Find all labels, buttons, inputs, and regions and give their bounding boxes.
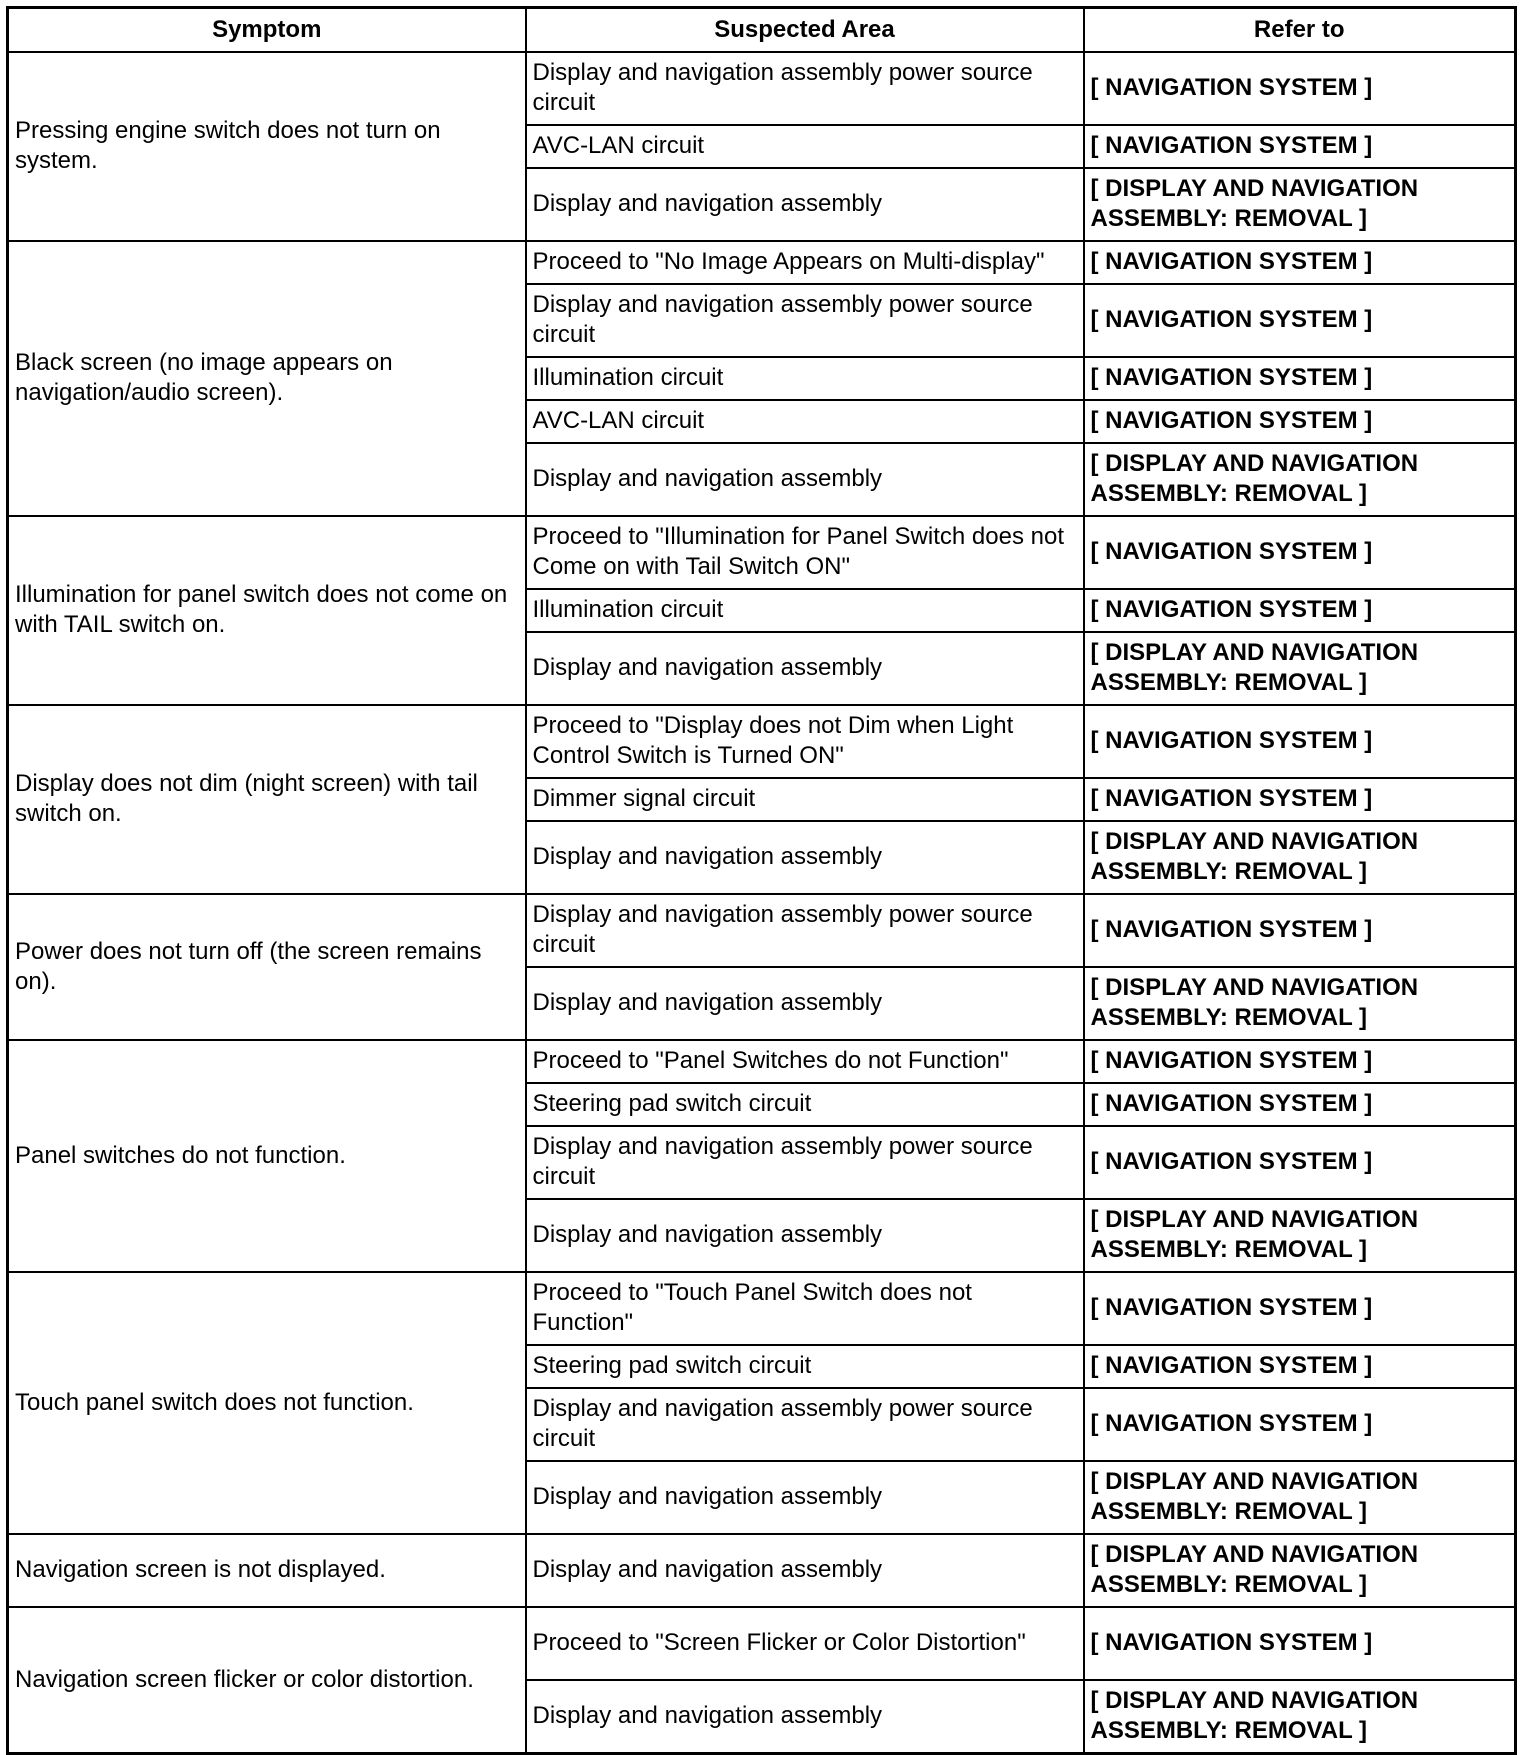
- suspected-area-cell: Dimmer signal circuit: [526, 778, 1084, 821]
- suspected-area-cell: Display and navigation assembly: [526, 632, 1084, 705]
- refer-to-cell: [ DISPLAY AND NAVIGATION ASSEMBLY: REMOVAL ]: [1084, 821, 1516, 894]
- suspected-area-cell: Proceed to "Screen Flicker or Color Distortion": [526, 1607, 1084, 1680]
- table-row: [8, 705, 1516, 778]
- refer-to-cell: [ NAVIGATION SYSTEM ]: [1084, 589, 1516, 632]
- refer-to-cell: [ DISPLAY AND NAVIGATION ASSEMBLY: REMOVAL ]: [1084, 967, 1516, 1040]
- suspected-area-cell: Display and navigation assembly: [526, 443, 1084, 516]
- suspected-area-cell: Display and navigation assembly: [526, 967, 1084, 1040]
- symptom-cell: Pressing engine switch does not turn on system.: [8, 52, 526, 241]
- header-refer-to: Refer to: [1084, 8, 1516, 53]
- table-row: [8, 1534, 1516, 1607]
- refer-to-cell: [ NAVIGATION SYSTEM ]: [1084, 1040, 1516, 1083]
- refer-to-cell: [ DISPLAY AND NAVIGATION ASSEMBLY: REMOVAL ]: [1084, 168, 1516, 241]
- suspected-area-cell: Steering pad switch circuit: [526, 1083, 1084, 1126]
- suspected-area-cell: Display and navigation assembly: [526, 1534, 1084, 1607]
- table-row: [8, 52, 1516, 125]
- suspected-area-cell: Display and navigation assembly power source circuit: [526, 894, 1084, 967]
- refer-to-cell: [ DISPLAY AND NAVIGATION ASSEMBLY: REMOVAL ]: [1084, 1680, 1516, 1754]
- refer-to-cell: [ DISPLAY AND NAVIGATION ASSEMBLY: REMOVAL ]: [1084, 443, 1516, 516]
- symptom-cell: Illumination for panel switch does not come on with TAIL switch on.: [8, 516, 526, 705]
- refer-to-cell: [ NAVIGATION SYSTEM ]: [1084, 52, 1516, 125]
- refer-to-cell: [ DISPLAY AND NAVIGATION ASSEMBLY: REMOVAL ]: [1084, 1534, 1516, 1607]
- table-row: [8, 1607, 1516, 1680]
- symptom-cell: Touch panel switch does not function.: [8, 1272, 526, 1534]
- suspected-area-cell: Proceed to "Touch Panel Switch does not Function": [526, 1272, 1084, 1345]
- refer-to-cell: [ NAVIGATION SYSTEM ]: [1084, 241, 1516, 284]
- suspected-area-cell: Proceed to "Illumination for Panel Switch does not Come on with Tail Switch ON": [526, 516, 1084, 589]
- suspected-area-cell: AVC-LAN circuit: [526, 400, 1084, 443]
- troubleshooting-table: [6, 6, 1517, 1755]
- refer-to-cell: [ NAVIGATION SYSTEM ]: [1084, 400, 1516, 443]
- refer-to-cell: [ NAVIGATION SYSTEM ]: [1084, 778, 1516, 821]
- refer-to-cell: [ NAVIGATION SYSTEM ]: [1084, 705, 1516, 778]
- refer-to-cell: [ NAVIGATION SYSTEM ]: [1084, 1345, 1516, 1388]
- table-body: [8, 52, 1516, 1754]
- table-row: [8, 516, 1516, 589]
- refer-to-cell: [ NAVIGATION SYSTEM ]: [1084, 357, 1516, 400]
- suspected-area-cell: Proceed to "Display does not Dim when Light Control Switch is Turned ON": [526, 705, 1084, 778]
- suspected-area-cell: Display and navigation assembly: [526, 168, 1084, 241]
- table-row: [8, 1040, 1516, 1083]
- suspected-area-cell: Display and navigation assembly power source circuit: [526, 52, 1084, 125]
- symptom-cell: Navigation screen is not displayed.: [8, 1534, 526, 1607]
- refer-to-cell: [ NAVIGATION SYSTEM ]: [1084, 516, 1516, 589]
- refer-to-cell: [ NAVIGATION SYSTEM ]: [1084, 1272, 1516, 1345]
- refer-to-cell: [ DISPLAY AND NAVIGATION ASSEMBLY: REMOVAL ]: [1084, 1461, 1516, 1534]
- table-row: [8, 894, 1516, 967]
- suspected-area-cell: Steering pad switch circuit: [526, 1345, 1084, 1388]
- suspected-area-cell: Proceed to "No Image Appears on Multi-display": [526, 241, 1084, 284]
- refer-to-cell: [ NAVIGATION SYSTEM ]: [1084, 1126, 1516, 1199]
- table-row: [8, 1272, 1516, 1345]
- suspected-area-cell: Proceed to "Panel Switches do not Function": [526, 1040, 1084, 1083]
- refer-to-cell: [ NAVIGATION SYSTEM ]: [1084, 1607, 1516, 1680]
- suspected-area-cell: Illumination circuit: [526, 357, 1084, 400]
- suspected-area-cell: Display and navigation assembly power source circuit: [526, 1388, 1084, 1461]
- refer-to-cell: [ NAVIGATION SYSTEM ]: [1084, 1083, 1516, 1126]
- symptom-cell: Power does not turn off (the screen remains on).: [8, 894, 526, 1040]
- symptom-cell: Display does not dim (night screen) with tail switch on.: [8, 705, 526, 894]
- symptom-cell: Navigation screen flicker or color distortion.: [8, 1607, 526, 1754]
- suspected-area-cell: Display and navigation assembly power source circuit: [526, 284, 1084, 357]
- suspected-area-cell: Display and navigation assembly: [526, 1199, 1084, 1272]
- suspected-area-cell: Display and navigation assembly: [526, 821, 1084, 894]
- symptom-cell: Panel switches do not function.: [8, 1040, 526, 1272]
- header-row: [8, 8, 1516, 53]
- table-row: [8, 241, 1516, 284]
- refer-to-cell: [ NAVIGATION SYSTEM ]: [1084, 125, 1516, 168]
- header-suspected-area: Suspected Area: [526, 8, 1084, 53]
- suspected-area-cell: AVC-LAN circuit: [526, 125, 1084, 168]
- header-symptom: Symptom: [8, 8, 526, 53]
- symptom-cell: Black screen (no image appears on navigation/audio screen).: [8, 241, 526, 516]
- suspected-area-cell: Display and navigation assembly power source circuit: [526, 1126, 1084, 1199]
- suspected-area-cell: Display and navigation assembly: [526, 1461, 1084, 1534]
- suspected-area-cell: Illumination circuit: [526, 589, 1084, 632]
- refer-to-cell: [ DISPLAY AND NAVIGATION ASSEMBLY: REMOVAL ]: [1084, 632, 1516, 705]
- refer-to-cell: [ NAVIGATION SYSTEM ]: [1084, 1388, 1516, 1461]
- refer-to-cell: [ DISPLAY AND NAVIGATION ASSEMBLY: REMOVAL ]: [1084, 1199, 1516, 1272]
- refer-to-cell: [ NAVIGATION SYSTEM ]: [1084, 894, 1516, 967]
- suspected-area-cell: Display and navigation assembly: [526, 1680, 1084, 1754]
- refer-to-cell: [ NAVIGATION SYSTEM ]: [1084, 284, 1516, 357]
